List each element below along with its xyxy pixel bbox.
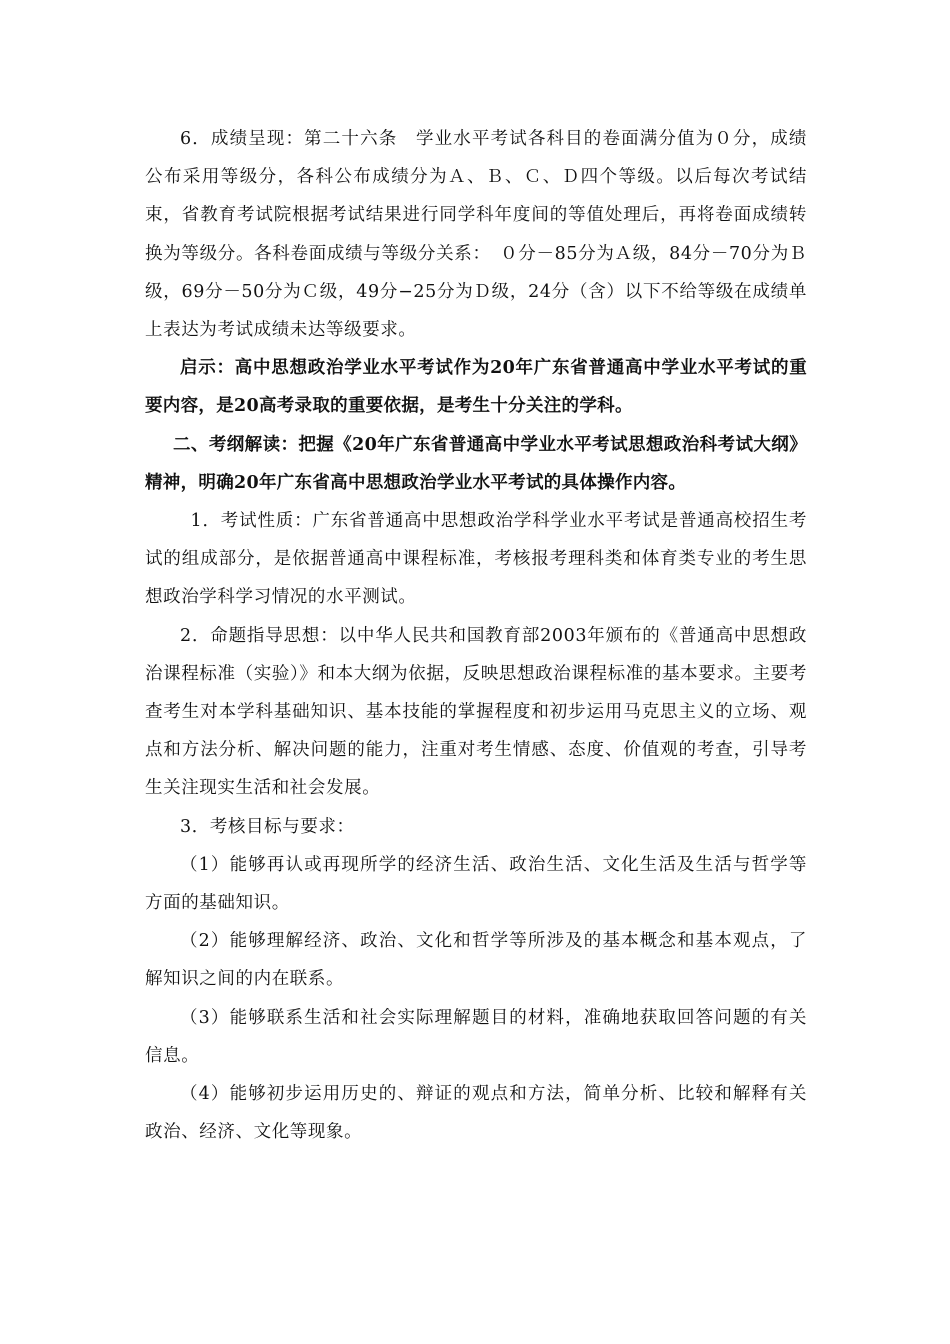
- list-item-objective-2: （2）能够理解经济、政治、文化和哲学等所涉及的基本概念和基本观点，了解知识之间的内在联系。: [145, 931, 807, 990]
- paragraph-score-presentation: 6．成绩呈现：第二十六条 学业水平考试各科目的卷面满分值为０分，成绩公布采用等级分，各科公布成绩分为Ａ、Ｂ、Ｃ、Ｄ四个等级。以后每次考试结束，省教育考试院根据考试结果进行同学科年度间的等值处理后，再将卷面成绩转换为等级分。各科卷面成绩与等级分关系： ０分－85分为Ａ级，84分－70分为Ｂ级，69分－50分为Ｃ级，49分−25分为Ｄ级，24分（含）以下不给等级在成绩单上表达为考试成绩未达等级要求。: [145, 129, 807, 341]
- document-body: [145, 120, 807, 1151]
- paragraph-guiding-thought: 2．命题指导思想：以中华人民共和国教育部2003年颁布的《普通高中思想政治课程标准（实验）》和本大纲为依据，反映思想政治课程标准的基本要求。主要考查考生对本学科基础知识、基本技能的掌握程度和初步运用马克思主义的立场、观点和方法分析、解决问题的能力，注重对考生情感、态度、价值观的考查，引导考生关注现实生活和社会发展。: [145, 625, 807, 799]
- list-item-objective-1: （1）能够再认或再现所学的经济生活、政治生活、文化生活及生活与哲学等方面的基础知识。: [145, 854, 807, 914]
- section-heading-syllabus: 二、考纲解读：把握《20年广东省普通高中学业水平考试思想政治科考试大纲》精神，明确20年广东省高中思想政治学业水平考试的具体操作内容。: [145, 434, 807, 493]
- paragraph-exam-nature: 1．考试性质：广东省普通高中思想政治学科学业水平考试是普通高校招生考试的组成部分，是依据普通高中课程标准，考核报考理科类和体育类专业的考生思想政治学科学习情况的水平测试。: [145, 511, 807, 608]
- paragraph-insight: 启示：高中思想政治学业水平考试作为20年广东省普通高中学业水平考试的重要内容，是20高考录取的重要依据，是考生十分关注的学科。: [145, 358, 807, 417]
- paragraph-objectives-heading: 3．考核目标与要求：: [180, 816, 355, 837]
- list-item-objective-3: （3）能够联系生活和社会实际理解题目的材料，准确地获取回答问题的有关信息。: [145, 1007, 807, 1066]
- list-item-objective-4: （4）能够初步运用历史的、辩证的观点和方法，简单分析、比较和解释有关政治、经济、文化等现象。: [145, 1084, 807, 1143]
